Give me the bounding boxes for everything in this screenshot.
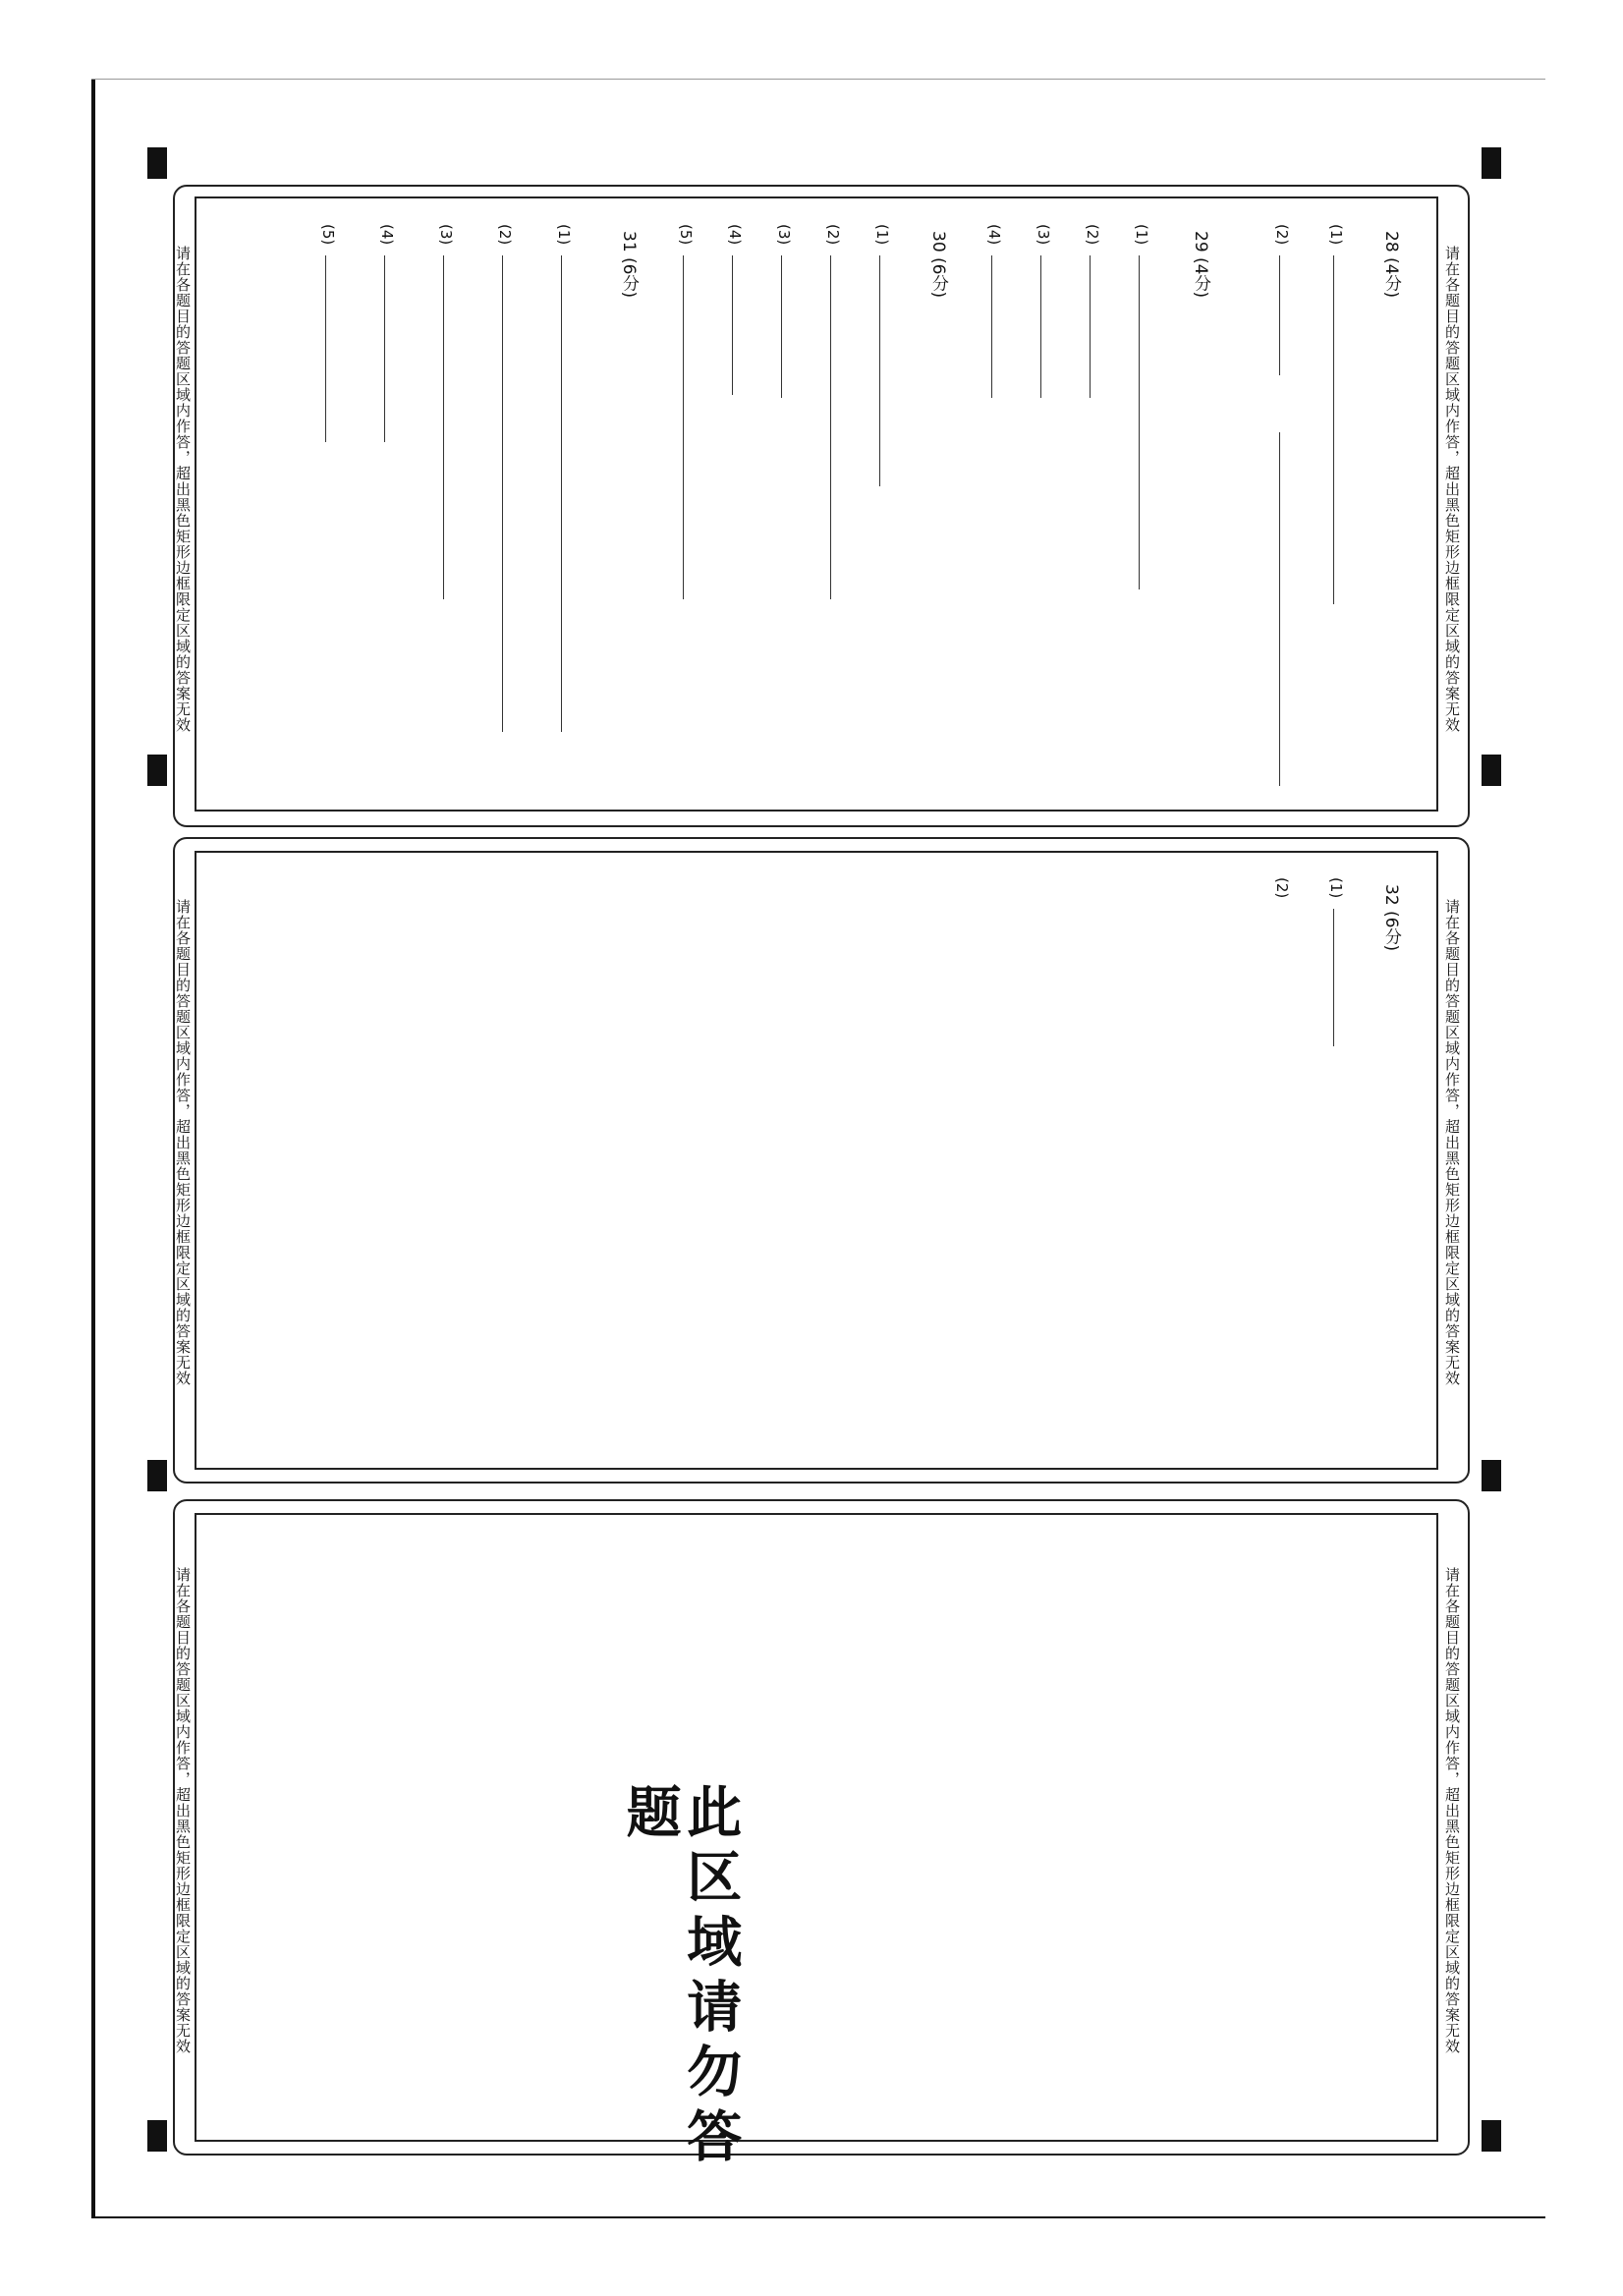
panel-notice-right: 请在各题目的答题区域内作答，超出黑色矩形边框限定区域的答案无效	[1443, 246, 1461, 733]
answer-line[interactable]	[1279, 432, 1280, 786]
answer-line[interactable]	[561, 255, 562, 732]
answer-line[interactable]	[443, 255, 444, 599]
alignment-marker	[1482, 755, 1501, 786]
answer-box-1	[195, 196, 1438, 812]
answer-line[interactable]	[879, 255, 880, 486]
answer-line[interactable]	[830, 255, 831, 599]
alignment-marker	[147, 1460, 167, 1491]
sub-question-label: (5)	[677, 224, 695, 246]
answer-line[interactable]	[325, 255, 326, 442]
sub-question-label: (1)	[1327, 877, 1345, 899]
sub-question-label: (4)	[985, 224, 1003, 246]
answer-line[interactable]	[1040, 255, 1041, 398]
alignment-marker	[1482, 147, 1501, 179]
question-label: 29 (4分)	[1191, 231, 1210, 299]
sub-question-label: (2)	[1273, 877, 1291, 899]
alignment-marker	[147, 755, 167, 786]
sub-question-label: (4)	[726, 224, 744, 246]
sub-question-label: (1)	[1327, 224, 1345, 246]
question-label: 30 (6分)	[928, 231, 948, 299]
panel-notice-left: 请在各题目的答题区域内作答，超出黑色矩形边框限定区域的答案无效	[174, 1567, 192, 2054]
question-label: 32 (6分)	[1381, 884, 1401, 952]
alignment-marker	[147, 147, 167, 179]
answer-line[interactable]	[1333, 255, 1334, 604]
alignment-marker	[147, 2120, 167, 2152]
panel-notice-left: 请在各题目的答题区域内作答，超出黑色矩形边框限定区域的答案无效	[174, 899, 192, 1386]
answer-line[interactable]	[502, 255, 503, 732]
restricted-box	[195, 1513, 1438, 2142]
sub-question-label: (1)	[873, 224, 891, 246]
answer-line[interactable]	[1139, 255, 1140, 589]
answer-box-2	[195, 851, 1438, 1470]
answer-line[interactable]	[1090, 255, 1091, 398]
answer-line[interactable]	[732, 255, 733, 395]
question-label: 31 (6分)	[619, 231, 639, 299]
sub-question-label: (3)	[1035, 224, 1052, 246]
sub-question-label: (5)	[319, 224, 337, 246]
scan-edge-top	[91, 79, 1545, 80]
answer-line[interactable]	[781, 255, 782, 398]
question-label: 28 (4分)	[1381, 231, 1401, 299]
sub-question-label: (1)	[1133, 224, 1150, 246]
answer-line[interactable]	[991, 255, 992, 398]
sub-question-label: (2)	[1273, 224, 1291, 246]
alignment-marker	[1482, 1460, 1501, 1491]
answer-line[interactable]	[1333, 909, 1334, 1046]
sub-question-label: (2)	[496, 224, 514, 246]
scan-edge-left	[91, 79, 95, 2218]
answer-line[interactable]	[384, 255, 385, 442]
sub-question-label: (2)	[1084, 224, 1101, 246]
sub-question-label: (1)	[555, 224, 573, 246]
sub-question-label: (3)	[437, 224, 455, 246]
panel-notice-right: 请在各题目的答题区域内作答，超出黑色矩形边框限定区域的答案无效	[1443, 1567, 1461, 2054]
panel-notice-right: 请在各题目的答题区域内作答，超出黑色矩形边框限定区域的答案无效	[1443, 899, 1461, 1386]
panel-notice-left: 请在各题目的答题区域内作答，超出黑色矩形边框限定区域的答案无效	[174, 246, 192, 733]
sub-question-label: (4)	[378, 224, 396, 246]
answer-line[interactable]	[1279, 255, 1280, 375]
answer-line[interactable]	[683, 255, 684, 599]
sub-question-label: (3)	[775, 224, 793, 246]
scan-edge-bottom	[91, 2216, 1545, 2218]
no-answer-warning: 此区域请勿答题	[617, 1783, 743, 2172]
sub-question-label: (2)	[824, 224, 842, 246]
alignment-marker	[1482, 2120, 1501, 2152]
